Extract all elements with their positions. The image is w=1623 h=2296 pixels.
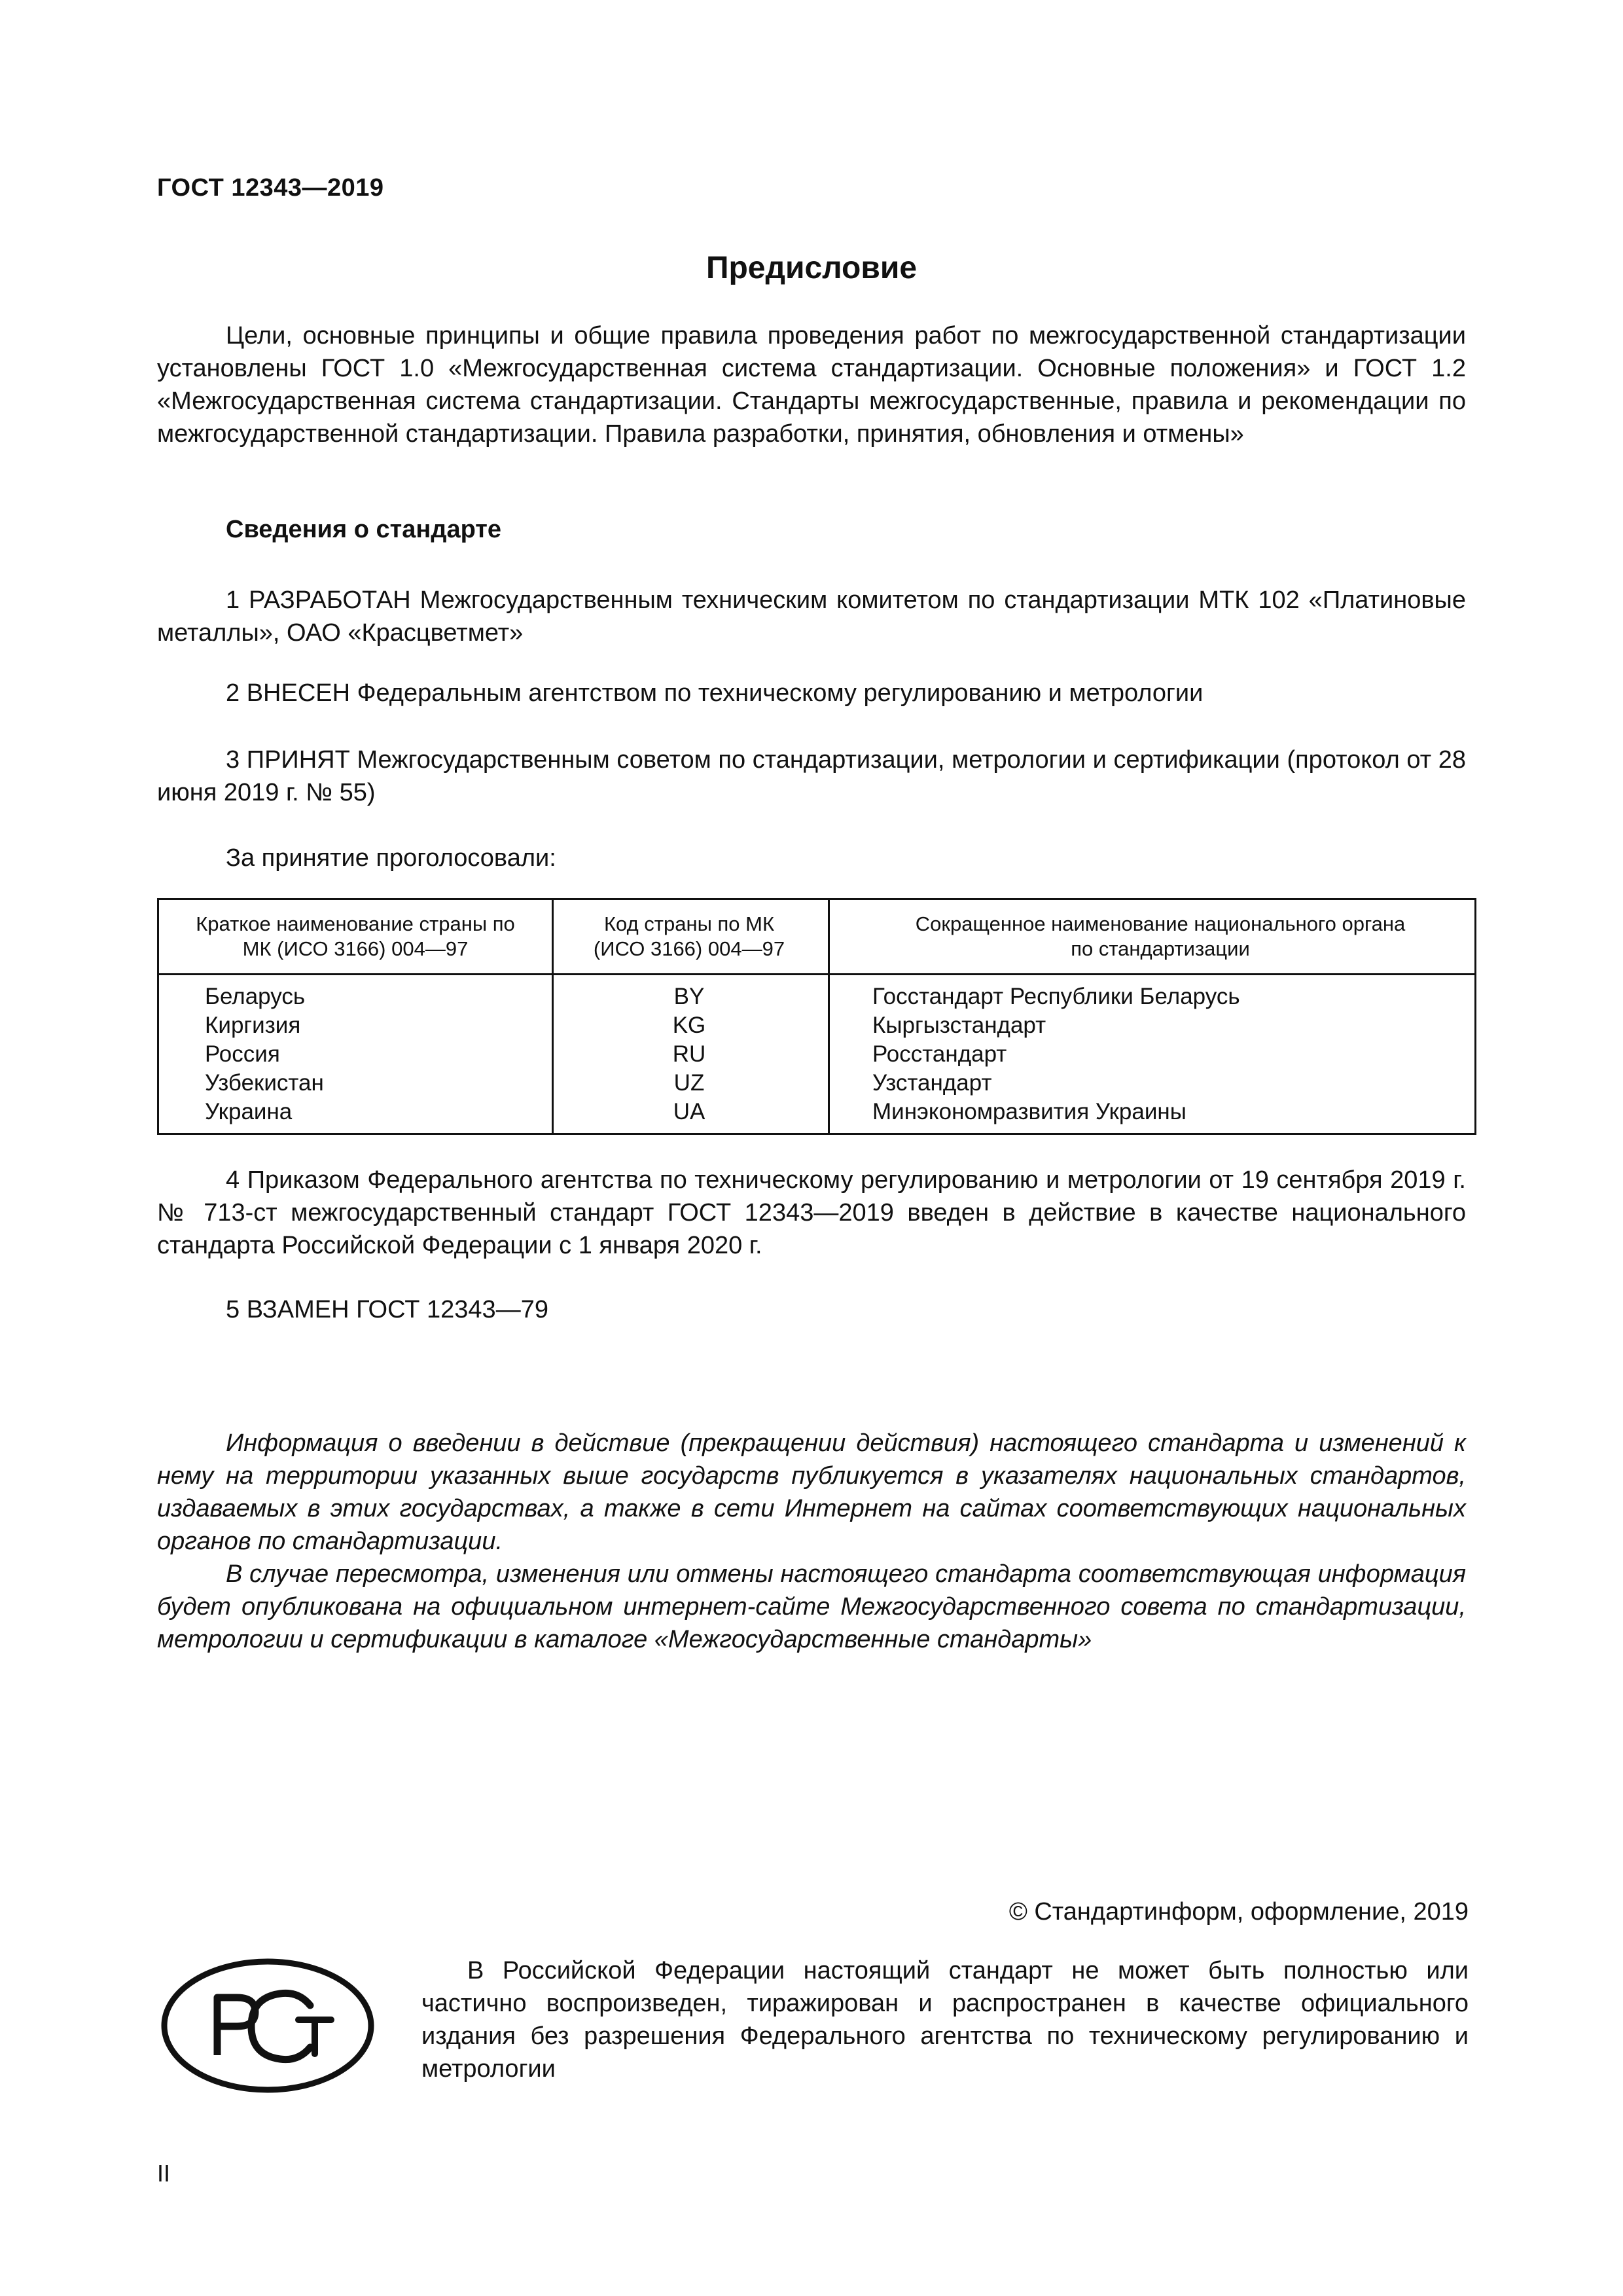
table-column-body — [872, 982, 1240, 1126]
table-column-country — [205, 982, 324, 1126]
rst-logo-icon — [160, 1957, 376, 2094]
item-3: 3 ПРИНЯТ Межгосударственным советом по стандартизации, метрологии и сертификации (протокол от 28 июня 2019 г. № 55) — [157, 746, 1466, 806]
table-cell-country: Украина — [205, 1099, 293, 1124]
standard-code: ГОСТ 12343—2019 — [157, 174, 384, 202]
table-cell-code: KG — [672, 1013, 706, 1038]
table-cell-code: UZ — [673, 1070, 705, 1096]
table-divider — [552, 900, 554, 1133]
page-number: II — [157, 2160, 171, 2187]
table-cell-body: Кыргызстандарт — [872, 1013, 1046, 1038]
item-5: 5 ВЗАМЕН ГОСТ 12343—79 — [226, 1296, 548, 1323]
table-header-divider — [159, 973, 1474, 975]
table-cell-code: RU — [672, 1041, 706, 1067]
voted-label: За принятие проголосовали: — [226, 844, 556, 872]
voting-table — [157, 898, 1476, 1135]
copyright-notice: В Российской Федерации настоящий стандарт не может быть полностью или частично воспроизведен, тиражирован и распространен в качестве официального издания без разрешения Федерального агентства по техническому регулированию и метрологии — [421, 1957, 1469, 2083]
table-cell-code: UA — [673, 1099, 705, 1124]
table-cell-body: Госстандарт Республики Беларусь — [872, 984, 1240, 1009]
item-2: 2 ВНЕСЕН Федеральным агентством по техническому регулированию и метрологии — [226, 679, 1204, 707]
table-cell-body: Узстандарт — [872, 1070, 992, 1096]
table-cell-country: Беларусь — [205, 984, 306, 1009]
info-heading: Сведения о стандарте — [226, 516, 502, 543]
item-4: 4 Приказом Федерального агентства по техническому регулированию и метрологии от 19 сентября 2019 г. № 713-ст межгосударственный стандарт ГОСТ 12343—2019 введен в действие в качестве национального стандарта Российской Федерации с 1 января 2020 г. — [157, 1166, 1466, 1259]
table-divider — [828, 900, 830, 1133]
table-column-code — [578, 982, 800, 1126]
table-header-code: Код страны по МК (ИСО 3166) 004—97 — [593, 912, 785, 960]
page-title: Предисловие — [705, 251, 918, 285]
table-cell-body: Минэкономразвития Украины — [872, 1099, 1186, 1124]
table-cell-code: BY — [673, 984, 705, 1009]
intro-paragraph: Цели, основные принципы и общие правила проведения работ по межгосударственной стандартизации установлены ГОСТ 1.0 «Межгосударственная система стандартизации. Основные положения» и ГОСТ 1.2 «Межгосударственная система стандартизации. Стандарты межгосударственные, правила и рекомендации по межгосударственной стандартизации. Правила разработки, принятия, обновления и отмены» — [157, 322, 1466, 448]
copyright-line: © Стандартинформ, оформление, 2019 — [1008, 1898, 1469, 1926]
item-1: 1 РАЗРАБОТАН Межгосударственным техническим комитетом по стандартизации МТК 102 «Платиновые металлы», ОАО «Красцветмет» — [157, 586, 1466, 647]
table-cell-country: Киргизия — [205, 1013, 301, 1038]
table-header-country: Краткое наименование страны по МК (ИСО 3166) 004—97 — [196, 912, 515, 960]
table-cell-body: Росстандарт — [872, 1041, 1007, 1067]
table-cell-country: Россия — [205, 1041, 280, 1067]
table-header-body: Сокращенное наименование национального органа по стандартизации — [915, 912, 1406, 960]
table-cell-country: Узбекистан — [205, 1070, 324, 1096]
info-italic-paragraph-1: Информация о введении в действие (прекращении действия) настоящего стандарта и изменений к нему на территории указанных выше государств публикуется в указателях национальных стандартов, издаваемых в этих государствах, а также в сети Интернет на сайтах соответствующих национальных органов по стандартизации. — [157, 1429, 1466, 1555]
info-italic-paragraph-2: В случае пересмотра, изменения или отмены настоящего стандарта соответствующая информация будет опубликована на официальном интернет-сайте Межгосударственного совета по стандартизации, метрологии и сертификации в каталоге «Межгосударственные стандарты» — [157, 1560, 1466, 1653]
